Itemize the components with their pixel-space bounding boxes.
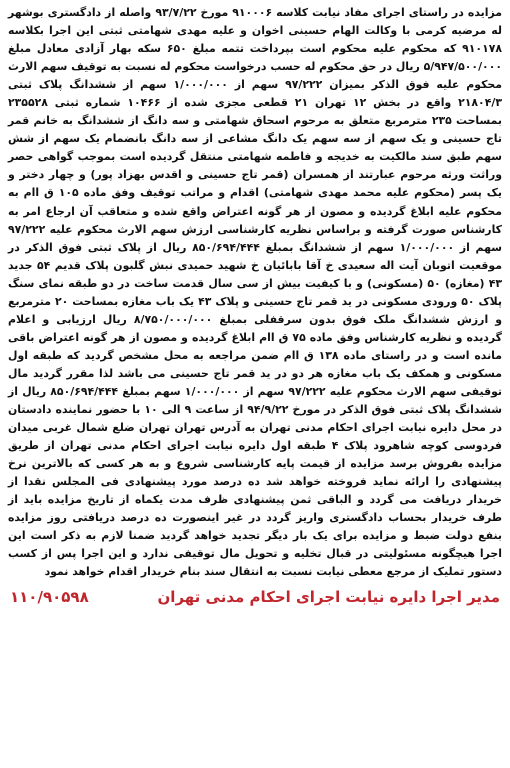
notice-footer: [6, 588, 504, 606]
notice-body: مزایده در راستای اجرای مفاد نیابت کلاسه ۹۱۰۰۰۶ مورخ ۹۳/۷/۲۲ واصله از دادگستری بوشهر له مرضیه کرمی با وکالت الهام حسینی اخوان و علیه مهدی شهامتی ثبتی این اجرا بکلاسه ۹۱۰۱۷۸ که محکوم علیه محکوم است بپرداخت تتمه مبلغ ۶۵۰ سکه بهار آزادی معادل مبلغ ۵/۹۴۷/۵۰۰/۰۰۰ ریال در حق محکوم له حسب درخواست محکوم له نسبت به توقیف سهم الارث محکوم علیه فوق الذکر بمیزان ۹۷/۲۲۲ سهم از ۱/۰۰۰/۰۰۰ سهم از ششدانگ پلاک ثبتی ۲۱۸۰۴/۳ واقع در بخش ۱۲ تهران ۲۱ قطعی مجزی شده از ۱۰۴۶۶ شماره ثبتی ۲۳۵۵۲۸ بمساحت ۲۳۵ مترمربع متعلق به مرحوم اسحاق شهامتی و سه دانگ از ششدانگ به خانم قمر تاج حسینی و یک سهم از سه سهم یک دانگ مشاعی از سه دانگ بانضمام یک سهم از شش سهم طبق سند مالکیت به خدیجه و فاطمه شهامتی منتقل گردیده است بموجب گواهی حصر وراثت ورثه مرحوم عبارتند از همسران (قمر تاج حسینی و اقدس بهزاد پور) و چهار دختر و یک پسر (محکوم علیه محمد مهدی شهامتی) اقدام و مراتب توقیف وفق ماده ۱۰۵ ق اام به محکوم علیه ابلاغ گردیده و مصون از هر گونه اعتراض واقع شده و متعاقب آن ارجاع امر به کارشناس صورت گرفته و براساس نظریه کارشناسی ارزش سهم الارث محکوم علیه ۹۷/۲۲۲ سهم از ۱/۰۰۰/۰۰۰ سهم از ششدانگ بمبلغ ۸۵۰/۶۹۴/۴۴۴ ریال از پلاک ثبتی فوق الذکر در موقعیت اتوبان آیت اله سعیدی خ آقا بابائیان خ شهید حمیدی نبش گلبون پلاک قدیم ۵۴ جدید ۴۳ (مغازه) ۵۰ (مسکونی) و با کیفیت بیش از سی سال قدمت ساخت در دو طبقه نمای سنگ پلاک ۵۰ ورودی مسکونی در ید قمر تاج حسینی و پلاک ۴۳ یک باب مغازه بمساحت ۲۰ مترمربع و ارزش ششدانگ ملک فوق بدون سرقفلی بمبلغ ۸/۷۵۰/۰۰۰/۰۰۰ ریال ارزیابی و اعلام گردیده و نظریه کارشناس وفق ماده ۷۵ ق اام ابلاغ گردیده و مصون از هر گونه اعتراض باقی مانده است و در راستای ماده ۱۳۸ ق اام ضمن مراجعه به محل مشخص گردید که طبقه اول مسکونی و همکف یک باب مغازه هر دو در ید قمر تاج حسینی می باشد لذا مقرر گردید مال توقیفی سهم الارث محکوم علیه ۹۷/۲۲۲ سهم از ۱/۰۰۰/۰۰۰ سهم بمبلغ ۸۵۰/۶۹۴/۴۴۴ ریال از ششدانگ پلاک ثبتی فوق الذکر در مورخ ۹۴/۹/۲۲ از ساعت ۹ الی ۱۰ با حضور نماینده دادستان در محل دایره نیابت اجرای احکام مدنی تهران به آدرس تهران تهران ضلع شمال غربی میدان فردوسی کوچه شاهرود پلاک ۴ طبقه اول دایره نیابت اجرای احکام مدنی تهران از طریق مزایده بفروش برسد مزایده از قیمت پایه کارشناسی شروع و به هر کسی که بالاترین نرخ پیشنهادی را ارائه نماید فروخته خواهد شد ده درصد مورد پیشنهادی فی المجلس نقدا از خریدار دریافت می گردد و الباقی ثمن پیشنهادی ظرف مدت یکماه از تاریخ مزایده باید از طرف خریدار بحساب دادگستری واریز گردد در غیر اینصورت ده درصد دریافتی روز مزایده بنفع دولت ضبط و مزایده برای یک بار دیگر تجدید خواهد گردید ضمنا لازم به ذکر است این اجرا هیچگونه مسئولیتی در قبال تخلیه و تحویل مال توقیفی ندارد و این اجرا پس از کسب دستور تملیک از مرجع معطی نیابت نسبت به انتقال سند بنام خریدار اقدام خواهد نمود: [8, 6, 503, 579]
notice-signature: مدیر اجرا دایره نیابت اجرای احکام مدنی تهران: [157, 587, 500, 606]
auction-notice: [6, 4, 504, 762]
notice-reference-number: ۱۱۰/۹۰۵۹۸: [10, 587, 89, 606]
